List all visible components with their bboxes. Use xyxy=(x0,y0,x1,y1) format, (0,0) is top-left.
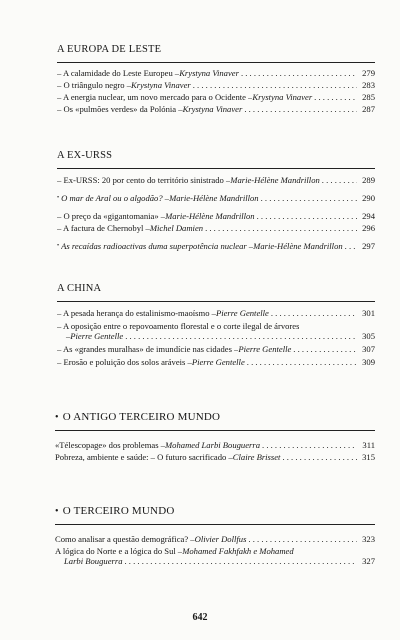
entry-author: Pierre Gentelle xyxy=(215,308,269,318)
entry-page: 294 xyxy=(362,211,375,221)
entry-page: 311 xyxy=(362,440,375,450)
entry-page: 315 xyxy=(362,452,375,462)
entry-author: Marie-Hélène Mandrillon xyxy=(169,193,259,203)
toc-entry xyxy=(57,344,375,354)
toc-entry xyxy=(57,175,375,185)
entry-author: Pierre Gentelle xyxy=(191,357,245,367)
section-title-ex-urss: A EX-URSS xyxy=(57,150,113,161)
toc-entry xyxy=(57,321,375,341)
entry-page: 279 xyxy=(362,68,375,78)
entry-title: O mar de Aral ou o algodão? – xyxy=(61,193,170,203)
section-divider xyxy=(55,524,375,525)
entry-page: 307 xyxy=(362,344,375,354)
entry-author: Pierre Gentelle xyxy=(70,331,124,341)
entry-title: Pobreza, ambiente e saúde: – O futuro sacrificado – xyxy=(55,452,233,462)
entry-page: 301 xyxy=(362,308,375,318)
entry-page: 305 xyxy=(362,331,375,341)
entry-page: 327 xyxy=(362,556,375,566)
toc-entry xyxy=(57,104,375,114)
entry-page: 283 xyxy=(362,80,375,90)
entry-title: Como analisar a questão demográfica? – xyxy=(55,534,195,544)
entry-title: – A pesada herança do estalinismo-maoísmo – xyxy=(57,308,216,318)
entry-title: – A calamidade do Leste Europeu – xyxy=(57,68,180,78)
section-bullet: • xyxy=(55,506,59,517)
toc-entry xyxy=(57,80,375,90)
entry-author: Mohamed Larbi Bouguerra xyxy=(165,440,261,450)
page-number: 642 xyxy=(192,612,208,623)
toc-entry xyxy=(57,92,375,102)
section-divider xyxy=(57,168,375,169)
section-divider xyxy=(57,62,375,63)
entry-author: Krystyna Vinaver xyxy=(131,80,191,90)
entry-title: – O preço da «gigantomania» – xyxy=(57,211,166,221)
toc-entry xyxy=(55,452,375,462)
section-title-china: A CHINA xyxy=(57,283,102,294)
toc-entry xyxy=(57,357,375,367)
entry-page: 323 xyxy=(362,534,375,544)
entry-author: Olivier Dollfus xyxy=(194,534,247,544)
entry-page: 285 xyxy=(362,92,375,102)
entry-title: As recaídas radioactivas duma superpotência nuclear – xyxy=(61,241,254,251)
toc-entry-boxed xyxy=(57,193,375,205)
entry-author: Marie-Hélène Mandrillon xyxy=(253,241,343,251)
toc-entry xyxy=(55,440,375,450)
toc-entry xyxy=(55,534,375,544)
entry-author: Claire Brisset xyxy=(232,452,281,462)
entry-title: – A energia nuclear, um novo mercado para o Ocidente – xyxy=(57,92,253,102)
section-title-antigo-terceiro-mundo: • O ANTIGO TERCEIRO MUNDO xyxy=(55,411,221,423)
entry-title: A lógica do Norte e a lógica do Sul – xyxy=(55,546,183,556)
entry-title: «Télescopage» dos problemas – xyxy=(55,440,166,450)
entry-title: – O triângulo negro – xyxy=(57,80,131,90)
entry-author: Krystyna Vinaver xyxy=(179,68,239,78)
toc-entry xyxy=(57,308,375,318)
entry-author: Mohamed Fakhfakh e Mohamed xyxy=(182,546,294,556)
entry-page: 287 xyxy=(362,104,375,114)
section-divider xyxy=(55,430,375,431)
entry-page: 296 xyxy=(362,223,375,233)
entry-author: Marie-Hélène Mandrillon xyxy=(165,211,255,221)
bullet-marker: • xyxy=(57,243,60,249)
entry-author-cont: Larbi Bouguerra xyxy=(64,556,123,566)
entry-page: 289 xyxy=(362,175,375,185)
bullet-marker: • xyxy=(57,195,60,201)
entry-author: Krystyna Vinaver xyxy=(182,104,243,114)
toc-entry xyxy=(57,68,375,78)
entry-page: 290 xyxy=(362,193,375,203)
section-title-europa-leste: A EUROPA DE LESTE xyxy=(57,44,162,55)
entry-author: Marie-Hélène Mandrillon xyxy=(230,175,320,185)
entry-dash: – xyxy=(66,331,71,341)
toc-entry-boxed xyxy=(57,241,375,253)
toc-entry xyxy=(55,546,375,566)
toc-entry xyxy=(57,223,375,233)
entry-author: Pierre Gentelle xyxy=(238,344,292,354)
entry-page: 309 xyxy=(362,357,375,367)
section-title-terceiro-mundo: • O TERCEIRO MUNDO xyxy=(55,505,175,517)
section-divider xyxy=(57,301,375,302)
entry-title: – Os «pulmões verdes» da Polónia – xyxy=(57,104,183,114)
entry-title: – Ex-URSS: 20 por cento do território sinistrado – xyxy=(57,175,231,185)
entry-title: – As «grandes muralhas» de imundície nas cidades – xyxy=(57,344,239,354)
entry-author: Michel Damien xyxy=(149,223,204,233)
section-bullet: • xyxy=(55,412,59,423)
entry-title: – A factura de Chernobyl – xyxy=(57,223,150,233)
entry-author: Krystyna Vinaver xyxy=(252,92,313,102)
entry-page: 297 xyxy=(362,241,375,251)
entry-title: – Erosão e poluição dos solos aráveis – xyxy=(57,357,192,367)
toc-entry xyxy=(57,211,375,221)
entry-title: – A oposição entre o repovoamento florestal e o corte ilegal de árvores xyxy=(57,321,300,331)
